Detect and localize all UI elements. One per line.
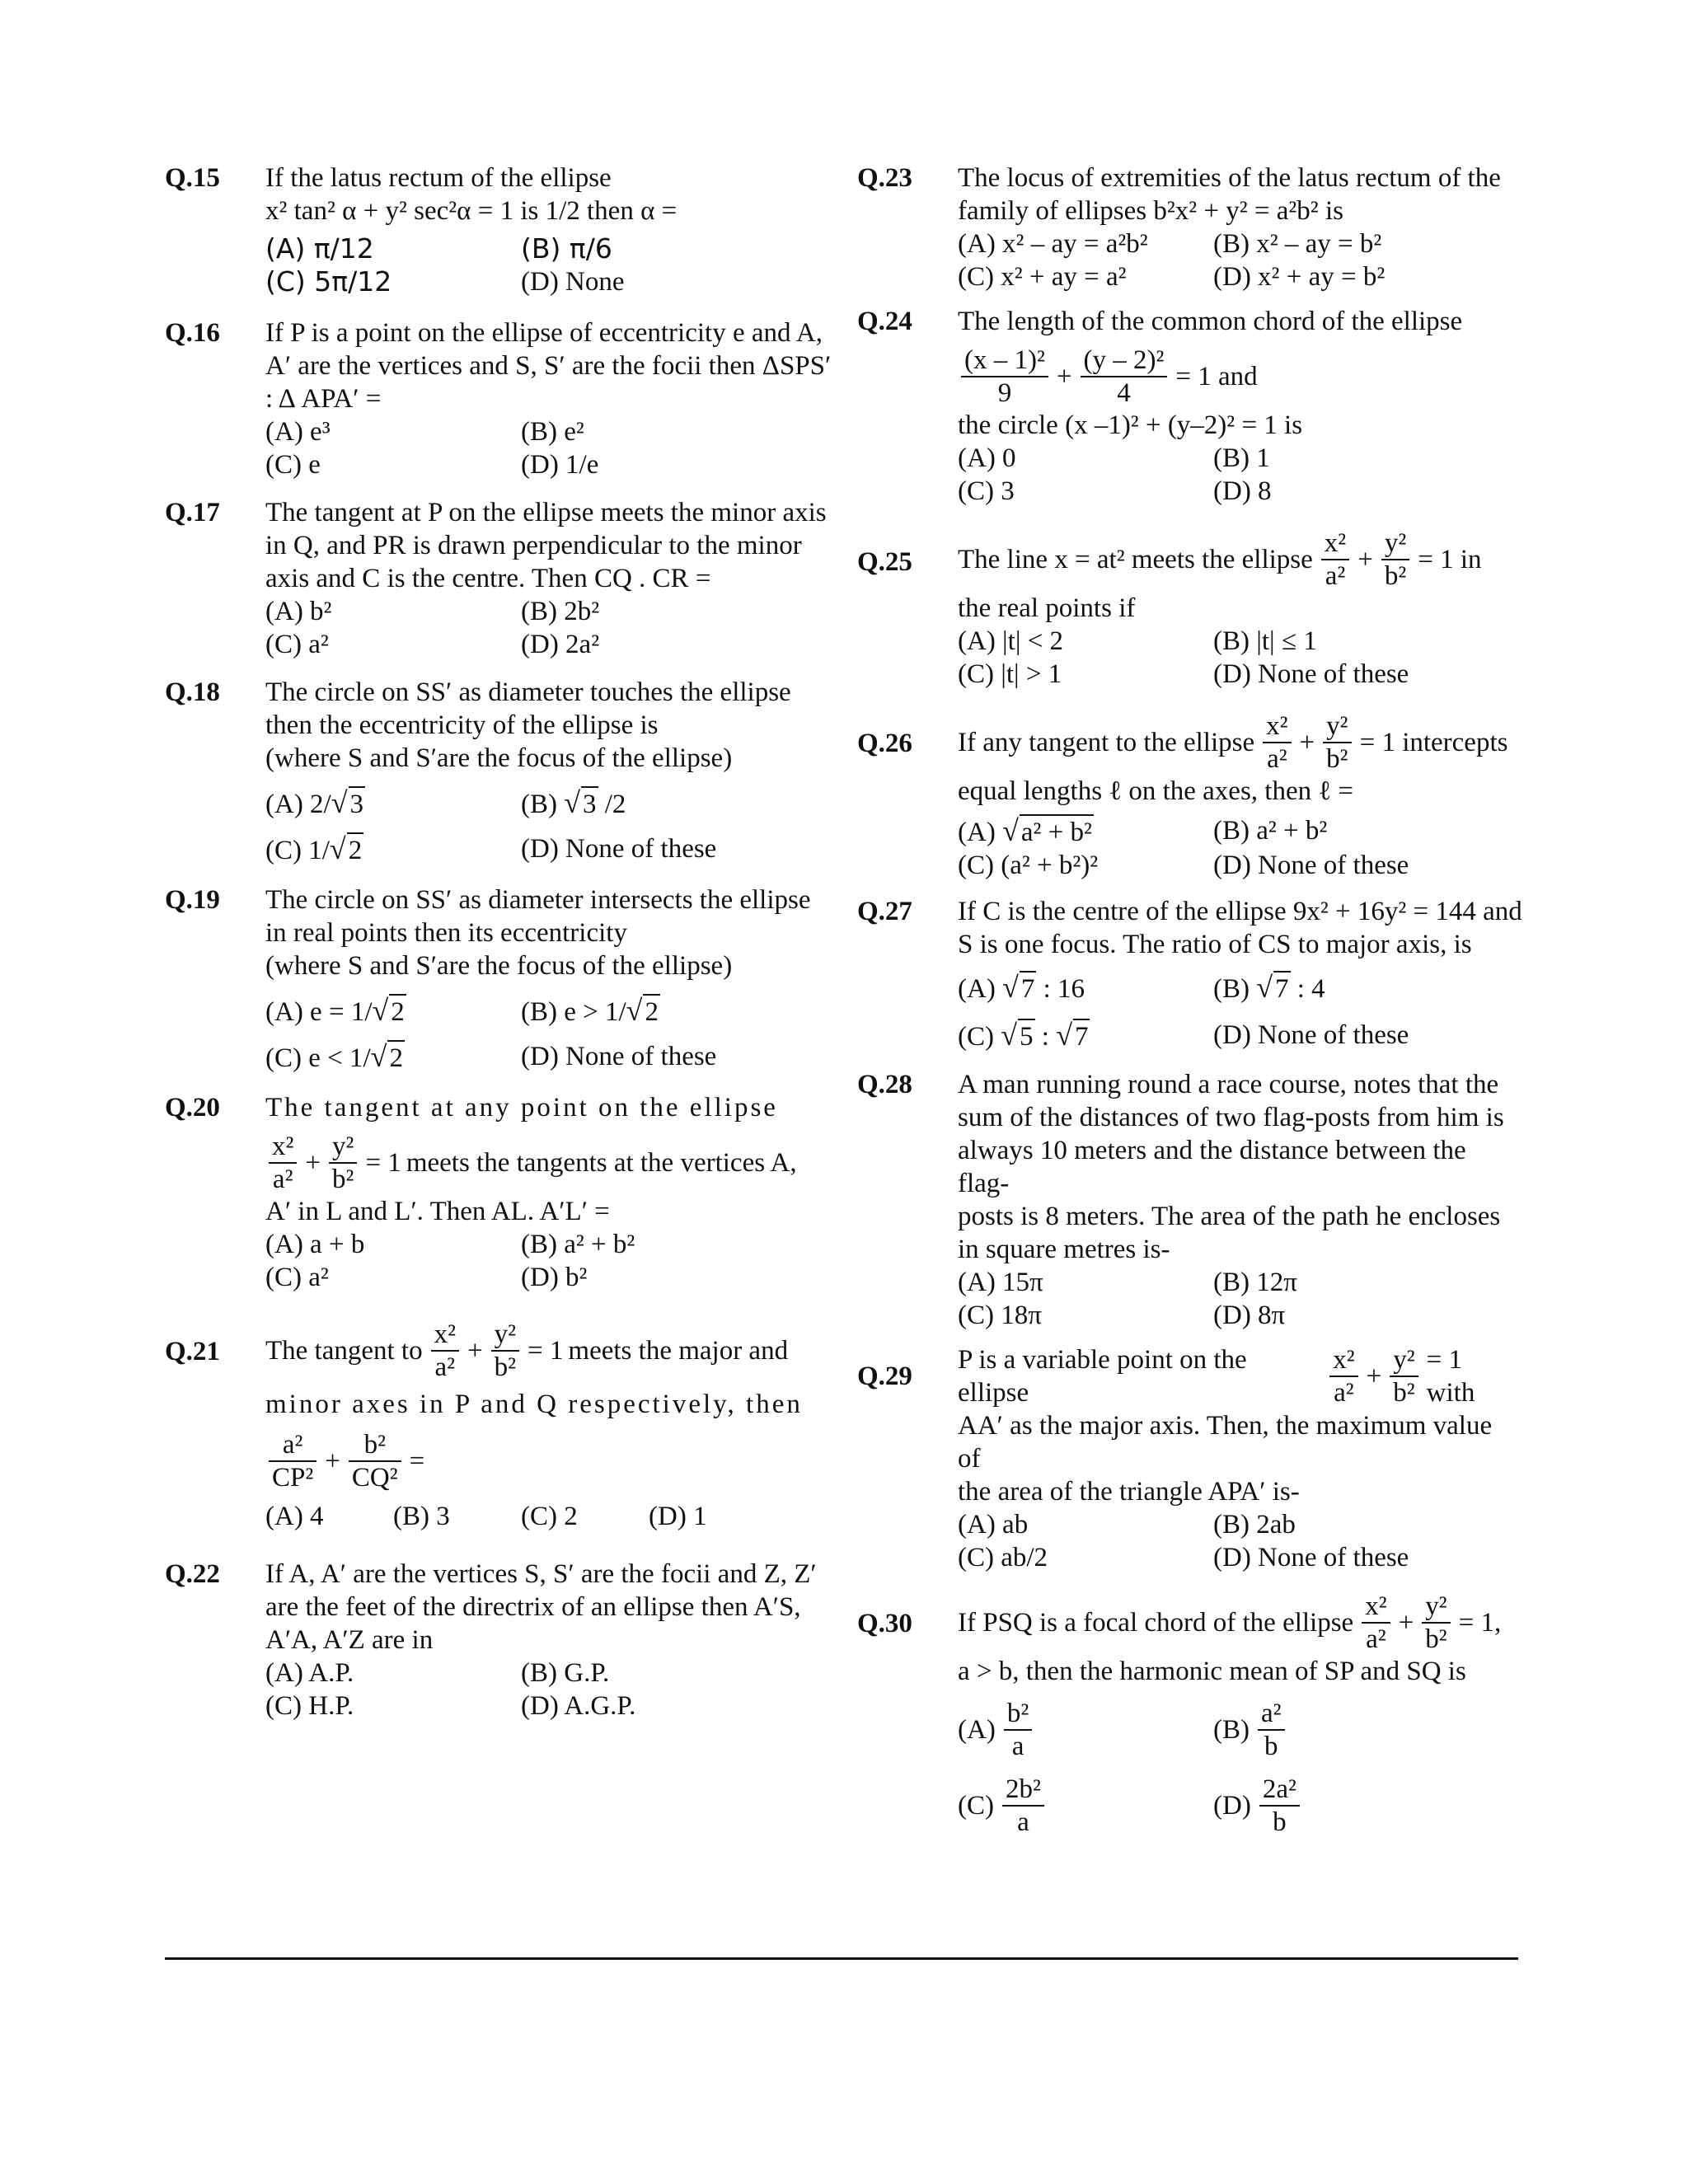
question-text: The circle on SS′ as diameter touches the ellipse: [265, 677, 791, 707]
fraction: $\frac{\text{a²}}{\text{CP²}}$: [269, 1429, 316, 1493]
question-number: Q.24: [857, 307, 912, 336]
option-d: (D) 2a²: [521, 630, 600, 659]
question-text: the real points if: [958, 593, 1136, 623]
question-17: [165, 496, 923, 661]
question-number: Q.15: [165, 163, 220, 193]
question-text: minor axes in P and Q respectively, then: [265, 1390, 803, 1419]
option-c: (C) $\frac{\text{2b²}}{a}$: [958, 1774, 1213, 1838]
question-text: If P is a point on the ellipse of eccentricity e and A,: [265, 318, 823, 348]
fraction: $\frac{\text{y²}}{\text{b²}}$: [1323, 710, 1351, 775]
question-text: in Q, and PR is drawn perpendicular to the minor: [265, 531, 802, 560]
bottom-divider: [165, 1957, 1518, 1960]
question-number: Q.27: [857, 897, 912, 926]
option-c: (C) 5π/12: [265, 265, 392, 298]
question-text: S is one focus. The ratio of CS to major axis, is: [958, 930, 1472, 959]
fraction: $\frac{\text{(y – 2)²}}{4}$: [1081, 344, 1168, 409]
question-23: [857, 162, 1517, 293]
question-text: then the eccentricity of the ellipse is: [265, 710, 659, 740]
question-26: Q.26 If any tangent to the ellipse $\frac{\text{x²}}{\text{a²}}$ + $\frac{\text{y²}}{\text{b²}}$ = 1 intercepts equal lengths ℓ on the axes, then ℓ = (A) √a² + b² (B) a² + b² (C) (a² + b²)² (D) None of these: [857, 710, 1517, 882]
question-16: [165, 316, 923, 481]
fraction: $\frac{\text{x²}}{\text{a²}}$: [1321, 527, 1349, 592]
question-text: (where S and S′are the focus of the ellipse): [265, 743, 733, 773]
question-30: Q.30 If PSQ is a focal chord of the ellipse $\frac{\text{x²}}{\text{a²}}$ + $\frac{\text{y²}}{\text{b²}}$ = 1, a > b, then the harmonic mean of SP and SQ is (A) $\frac{\text{b²}}{a}$ (B) $\frac{\text{a²}}{b}$ (C) $\frac{\text{2b²}}{a}$ (D) $\frac{\text{2a²}}{b}$: [857, 1591, 1517, 1838]
question-20: Q.20 The tangent at any point on the ellipse $\frac{\text{x²}}{\text{a²}}$ + $\frac{\text{y²}}{\text{b²}}$ = 1 meets the tangents at the vertices A, A′ in L and L′. Then AL. A′L′ = (A) a + b (B) a² + b² (C) a² (D) b²: [165, 1091, 923, 1294]
question-text: If A, A′ are the vertices S, S′ are the focii and Z, Z′: [265, 1559, 817, 1589]
fraction: $\frac{\text{x²}}{\text{a²}}$: [431, 1319, 459, 1383]
option-b: (B) 12π: [1213, 1268, 1297, 1297]
option-d: (D) None: [521, 267, 625, 297]
option-c: (C) |t| > 1: [958, 659, 1062, 689]
fraction: $\frac{\text{x²}}{\text{a²}}$: [1362, 1591, 1390, 1655]
question-15: [165, 162, 923, 298]
question-29: Q.29 P is a variable point on the ellipse $\frac{\text{x²}}{\text{a²}}$ + $\frac{\text{y²}}{\text{b²}}$ = 1 with AA′ as the major axis. Then, the maximum value of the area of the triangle APA′ is- (A) ab (B) 2ab (C) ab/2 (D) None of these: [857, 1343, 1517, 1574]
question-number: Q.19: [165, 885, 220, 915]
question-number: Q.30: [857, 1609, 912, 1638]
question-text: axis and C is the centre. Then CQ . CR =: [265, 564, 711, 593]
option-c: (C) √5 : √7: [958, 1019, 1089, 1052]
option-d: (D) None of these: [1213, 659, 1409, 689]
question-text: A′A, A′Z are in: [265, 1625, 434, 1655]
question-text: The tangent at any point on the ellipse: [265, 1093, 778, 1122]
question-27: [857, 895, 1522, 1053]
option-a: (A) 0: [958, 443, 1016, 473]
option-c: (C) 3: [958, 476, 1015, 506]
question-text: always 10 meters and the distance between the flag-: [958, 1136, 1466, 1198]
option-c: (C) 1/√2: [265, 832, 363, 865]
option-d: (D) None of these: [521, 834, 717, 864]
question-text: The circle on SS′ as diameter intersects the ellipse: [265, 885, 811, 915]
question-text: meets the major and: [568, 1336, 789, 1366]
question-text: If C is the centre of the ellipse 9x² + 16y² = 144 and: [958, 897, 1522, 926]
option-a: (A) 15π: [958, 1268, 1043, 1297]
question-text: the area of the triangle APA′ is-: [958, 1477, 1300, 1507]
question-text: A′ are the vertices and S, S′ are the focii then ΔSPS′: [265, 351, 832, 381]
option-d: (D) 1/e: [521, 450, 599, 480]
question-text: posts is 8 meters. The area of the path he encloses: [958, 1202, 1501, 1231]
option-c: (C) e < 1/√2: [265, 1040, 403, 1073]
question-text: A′ in L and L′. Then AL. A′L′ =: [265, 1197, 610, 1226]
question-number: Q.18: [165, 677, 220, 707]
question-text: the circle (x –1)² + (y–2)² = 1 is: [958, 410, 1303, 440]
question-text: (where S and S′are the focus of the ellipse): [265, 951, 733, 981]
option-b: (B) 2b²: [521, 597, 600, 626]
option-a: (A) 2/√3: [265, 786, 363, 819]
option-b: (B) |t| ≤ 1: [1213, 626, 1317, 656]
option-b: (B) e²: [521, 417, 584, 447]
option-b: (B) a² + b²: [1213, 816, 1328, 846]
option-b: (B) G.P.: [521, 1658, 610, 1688]
question-text: The tangent to: [265, 1336, 423, 1366]
option-c: (C) a²: [265, 1263, 329, 1292]
question-text: If any tangent to the ellipse: [958, 728, 1255, 757]
option-c: (C) 18π: [958, 1301, 1042, 1330]
option-d: (D) None of these: [1213, 1543, 1409, 1572]
option-a: (A) $\frac{\text{b²}}{a}$: [958, 1698, 1213, 1762]
fraction: $\frac{\text{x²}}{\text{a²}}$: [1329, 1344, 1357, 1408]
question-text: a > b, then the harmonic mean of SP and SQ is: [958, 1657, 1466, 1686]
option-d: (D) None of these: [1213, 1020, 1409, 1050]
question-number: Q.23: [857, 163, 912, 193]
option-a: (A) √a² + b²: [958, 814, 1092, 847]
question-text: are the feet of the directrix of an ellipse then A′S,: [265, 1592, 801, 1622]
option-b: (B) √3 /2: [521, 786, 626, 819]
question-22: [165, 1558, 923, 1722]
option-c: (C) H.P.: [265, 1691, 354, 1721]
option-a: (A) e³: [265, 417, 331, 447]
option-c: (C) e: [265, 450, 321, 480]
question-number: Q.17: [165, 498, 220, 527]
question-text: meets the tangents at the vertices A,: [406, 1148, 797, 1178]
option-d: (D) b²: [521, 1263, 588, 1292]
option-c: (C) a²: [265, 630, 329, 659]
option-a: (A) A.P.: [265, 1658, 354, 1688]
fraction: $\frac{\text{y²}}{\text{b²}}$: [491, 1319, 519, 1383]
option-b: (B) $\frac{\text{a²}}{b}$: [1213, 1698, 1517, 1762]
question-text: The locus of extremities of the latus rectum of the: [958, 163, 1501, 193]
question-text: The line x = at² meets the ellipse: [958, 545, 1313, 574]
question-21: Q.21 The tangent to $\frac{\text{x²}}{\text{a²}}$ + $\frac{\text{y²}}{\text{b²}}$ = 1 meets the major and minor axes in P and Q respectively, then $\frac{\text{a²}}{\text{CP²}}$ + $\frac{\text{b²}}{\text{CQ²}}$ = (A) 4 (B) 3 (C) 2 (D) 1: [165, 1319, 923, 1533]
option-a: (A) ab: [958, 1510, 1029, 1540]
option-b: (B) 3: [393, 1502, 450, 1531]
question-text: in square metres is-: [958, 1235, 1170, 1264]
question-text: = 1 and: [1175, 362, 1258, 391]
option-b: (B) e > 1/√2: [521, 994, 659, 1027]
question-number: Q.26: [857, 729, 912, 758]
option-d: (D) None of these: [1213, 851, 1409, 880]
fraction: $\frac{\text{y²}}{\text{b²}}$: [1422, 1591, 1450, 1655]
question-text: family of ellipses b²x² + y² = a²b² is: [958, 196, 1343, 226]
right-column: [857, 162, 1522, 1838]
question-text: P is a variable point on the ellipse: [958, 1345, 1247, 1408]
option-d: (D) 1: [649, 1502, 707, 1531]
fraction: $\frac{\text{b²}}{\text{CQ²}}$: [349, 1429, 401, 1493]
option-b: (B) 1: [1213, 443, 1270, 473]
option-a: (A) e = 1/√2: [265, 994, 405, 1027]
fraction: $\frac{\text{y²}}{\text{b²}}$: [329, 1131, 357, 1195]
left-column: [165, 162, 923, 1722]
question-text: A man running round a race course, notes that the: [958, 1070, 1499, 1099]
question-text: : Δ APA′ =: [265, 384, 382, 414]
question-text: x² tan² α + y² sec²α = 1 is 1/2 then α =: [265, 196, 678, 226]
option-a: (A) √7 : 16: [958, 971, 1085, 1004]
option-a: (A) a + b: [265, 1230, 365, 1259]
question-number: Q.22: [165, 1559, 220, 1589]
question-text: The tangent at P on the ellipse meets the minor axis: [265, 498, 827, 527]
question-text: The length of the common chord of the ellipse: [958, 307, 1463, 336]
option-d: (D) $\frac{\text{2a²}}{b}$: [1213, 1774, 1517, 1838]
option-d: (D) x² + ay = b²: [1213, 262, 1386, 292]
option-c: (C) 2: [521, 1502, 578, 1531]
option-d: (D) A.G.P.: [521, 1691, 636, 1721]
option-d: (D) 8π: [1213, 1301, 1286, 1330]
question-number: Q.28: [857, 1070, 912, 1099]
question-number: Q.21: [165, 1337, 220, 1366]
option-b: (B) 2ab: [1213, 1510, 1296, 1540]
option-a: (A) π/12: [265, 232, 374, 265]
question-number: Q.29: [857, 1361, 912, 1391]
fraction: $\frac{\text{x²}}{\text{a²}}$: [1263, 710, 1291, 775]
question-text: If PSQ is a focal chord of the ellipse: [958, 1608, 1354, 1638]
question-number: Q.25: [857, 547, 912, 577]
option-b: (B) √7 : 4: [1213, 971, 1325, 1004]
fraction: $\frac{\text{y²}}{\text{b²}}$: [1381, 527, 1409, 592]
question-number: Q.16: [165, 318, 220, 348]
option-b: (B) π/6: [521, 232, 612, 265]
option-c: (C) x² + ay = a²: [958, 262, 1127, 292]
option-b: (B) a² + b²: [521, 1230, 635, 1259]
option-d: (D) None of these: [521, 1042, 717, 1071]
question-text: AA′ as the major axis. Then, the maximum value of: [958, 1411, 1493, 1474]
option-a: (A) b²: [265, 597, 332, 626]
question-25: Q.25 The line x = at² meets the ellipse $\frac{\text{x²}}{\text{a²}}$ + $\frac{\text{y²}}{\text{b²}}$ = 1 in the real points if (A) |t| < 2 (B) |t| ≤ 1 (C) |t| > 1 (D) None of these: [857, 527, 1517, 691]
question-19: [165, 883, 923, 1075]
question-24: Q.24 The length of the common chord of the ellipse $\frac{\text{(x – 1)²}}{9}$ + $\frac{\text{(y – 2)²}}{4}$ = 1 and the circle (x –1)² + (y–2)² = 1 is (A) 0 (B) 1 (C) 3 (D) 8: [857, 305, 1517, 508]
option-c: (C) ab/2: [958, 1543, 1048, 1572]
option-a: (A) 4: [265, 1502, 324, 1531]
question-text: in real points then its eccentricity: [265, 918, 627, 948]
option-d: (D) 8: [1213, 476, 1272, 506]
fraction: $\frac{\text{y²}}{\text{b²}}$: [1390, 1344, 1418, 1408]
question-text: equal lengths ℓ on the axes, then ℓ =: [958, 776, 1354, 806]
question-number: Q.20: [165, 1093, 220, 1122]
fraction: $\frac{\text{x²}}{\text{a²}}$: [269, 1131, 297, 1195]
question-text: If the latus rectum of the ellipse: [265, 163, 612, 193]
option-a: (A) |t| < 2: [958, 626, 1064, 656]
option-c: (C) (a² + b²)²: [958, 851, 1099, 880]
question-28: [857, 1068, 1517, 1332]
fraction: $\frac{\text{(x – 1)²}}{9}$: [961, 344, 1048, 409]
question-18: [165, 676, 923, 867]
option-a: (A) x² – ay = a²b²: [958, 229, 1148, 259]
question-text: sum of the distances of two flag-posts from him is: [958, 1103, 1504, 1132]
option-b: (B) x² – ay = b²: [1213, 229, 1382, 259]
